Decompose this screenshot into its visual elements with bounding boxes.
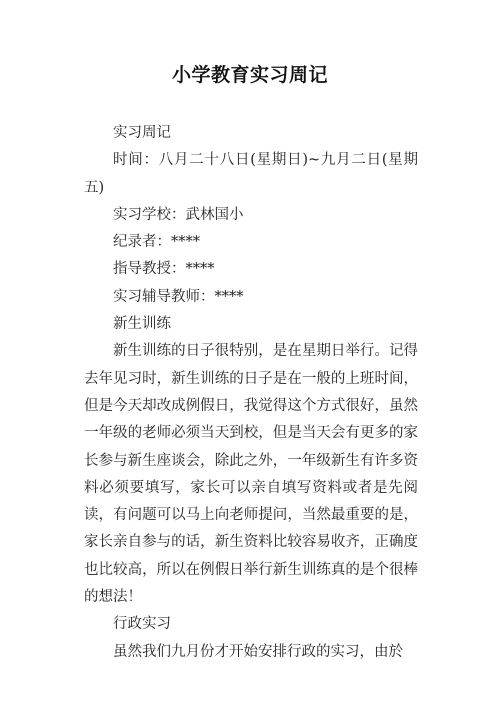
paragraph-school: 实习学校：武林国小 [113,206,244,223]
paragraph-orientation-body: 新生训练的日子很特别，是在星期日举行。记得去年见习时，新生训练的日子是在一般的上班时间，但是今天却改成例假日，我觉得这个方式很好，虽然一年级的老师必须当天到校，但是当天会有更多的家长参与新生座谈会，除此之外，一年级新生有许多资料必须要填写，家长可以亲自填写资料或者是先阅读，有问题可以马上向老师提问，当然最重要的是，家长亲自参与的话，新生资料比较容易收齐，正确度也比较高，所以在例假日举行新生训练真的是个很棒的想法！ [84,343,418,606]
section-heading-admin-internship: 行政实习 [113,616,171,633]
paragraph-recorder: 纪录者：**** [113,234,200,251]
paragraph-date-range: 时间：八月二十八日(星期日)~九月二日(星期五) [84,152,418,196]
paragraph-heading-weekly-journal: 实习周记 [113,125,171,141]
document-body [84,120,418,666]
document-title: 小学教育实习周记 [171,64,328,86]
paragraph-mentor-teacher: 实习辅导教师：**** [113,288,244,305]
paragraph-professor: 指导教授：**** [113,261,215,278]
section-heading-orientation: 新生训练 [113,316,171,333]
paragraph-admin-internship-body: 虽然我们九月份才开始安排行政的实习，由於 [113,643,403,660]
